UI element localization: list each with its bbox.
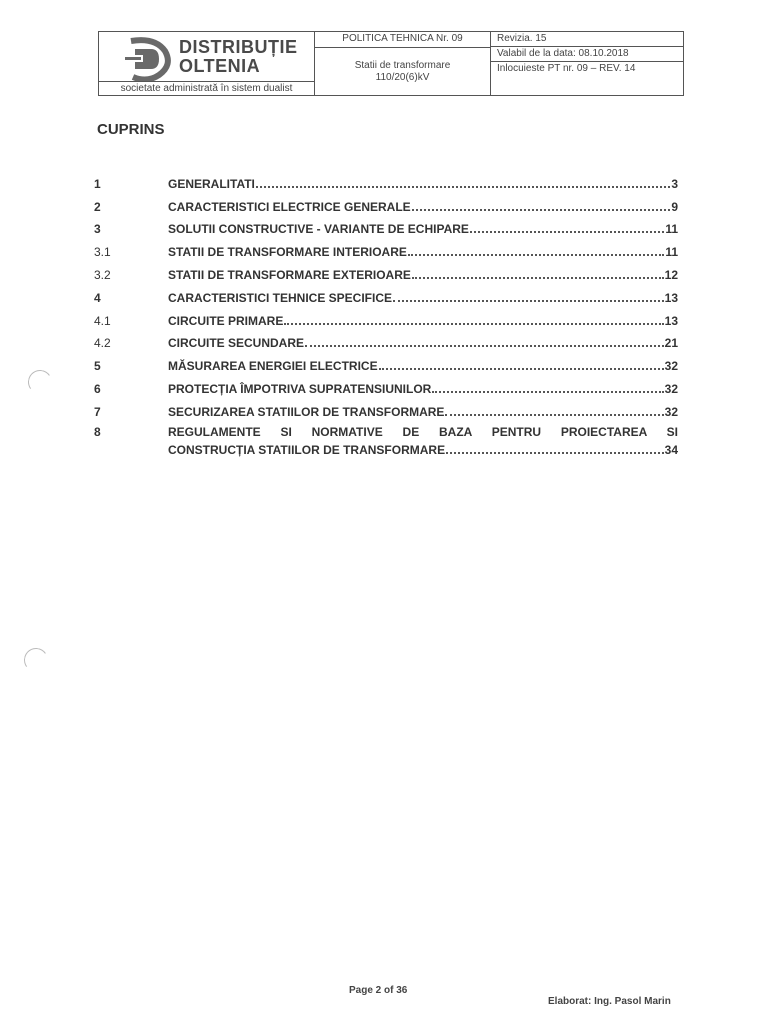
toc-entry-number: 2	[94, 200, 101, 214]
company-name-line2: OLTENIA	[179, 56, 261, 76]
toc-entry-text: CIRCUITE PRIMARE	[168, 314, 284, 328]
valid-from-date: Valabil de la data: 08.10.2018	[491, 47, 683, 62]
toc-leader-dots	[408, 254, 664, 256]
toc-entry[interactable]	[94, 353, 678, 373]
toc-leader-dots	[412, 277, 664, 279]
toc-leader-dots	[432, 391, 663, 393]
toc-entry[interactable]	[94, 239, 678, 259]
toc-entry-page: 11	[665, 245, 678, 259]
toc-entry-text-line2: CONSTRUCȚIA STATIILOR DE TRANSFORMARE	[168, 443, 446, 457]
toc-leader-dots	[379, 368, 664, 370]
toc-entry-page: 11	[665, 222, 678, 236]
company-logo-block	[99, 32, 315, 95]
toc-entry-page: 12	[664, 268, 678, 282]
company-name-line1: DISTRIBUȚIE	[179, 37, 298, 57]
toc-entry-text-line1: REGULAMENTE SI NORMATIVE DE BAZA PENTRU PROIECTAREA SI	[168, 425, 678, 439]
revision-number: Revizia. 15	[491, 32, 683, 47]
toc-entry-number: 4	[94, 291, 101, 305]
toc-entry-text: MĂSURAREA ENERGIEI ELECTRICE	[168, 359, 378, 373]
toc-entry-page: 13	[664, 291, 678, 305]
policy-block	[315, 32, 491, 95]
toc-entry-text: SECURIZAREA STATIILOR DE TRANSFORMARE	[168, 405, 445, 419]
toc-entry-text: STATII DE TRANSFORMARE INTERIOARE	[168, 245, 407, 259]
toc-entry[interactable]	[94, 194, 678, 214]
page-number: Page 2 of 36	[349, 985, 408, 996]
toc-leader-dots	[305, 345, 664, 347]
toc-entry[interactable]	[94, 330, 678, 350]
toc-entry-page: 9	[671, 200, 678, 214]
toc-entry-text: SOLUTII CONSTRUCTIVE - VARIANTE DE ECHIPARE	[168, 222, 469, 236]
toc-entry[interactable]	[94, 376, 678, 396]
author-note: Elaborat: Ing. Pasol Marin	[548, 996, 671, 1007]
toc-entry-page: 13	[664, 314, 678, 328]
policy-subject	[315, 48, 490, 95]
toc-entry[interactable]	[94, 425, 678, 457]
document-header	[98, 31, 684, 96]
toc-entry-text: CARACTERISTICI TEHNICE SPECIFICE	[168, 291, 393, 305]
policy-subject-line1: Statii de transformare	[354, 59, 451, 71]
company-subtitle: societate administrată în sistem dualist	[99, 81, 314, 94]
toc-title: CUPRINS	[97, 121, 165, 138]
toc-entry-number: 3.1	[94, 245, 111, 259]
toc-entry[interactable]	[94, 285, 678, 305]
toc-entry[interactable]	[94, 399, 678, 419]
toc-leader-dots	[256, 186, 670, 188]
toc-entry-page: 3	[671, 177, 678, 191]
toc-entry-page: 21	[664, 336, 678, 350]
toc-entry-number: 4.2	[94, 336, 111, 350]
policy-subject-line2: 110/20(6)kV	[375, 71, 430, 83]
toc-entry-number: 7	[94, 405, 101, 419]
toc-leader-dots	[446, 452, 664, 454]
toc-entry[interactable]	[94, 262, 678, 282]
toc-leader-dots	[412, 209, 671, 211]
toc-leader-dots	[470, 231, 664, 233]
toc-entry-number: 5	[94, 359, 101, 373]
toc-entry-page: 32	[664, 359, 678, 373]
toc-entry[interactable]	[94, 171, 678, 191]
toc-leader-dots	[445, 414, 663, 416]
toc-entry[interactable]	[94, 216, 678, 236]
toc-leader-dots	[284, 323, 663, 325]
toc-entry-page: 34	[664, 443, 678, 457]
toc-entry-number: 3	[94, 222, 101, 236]
toc-entry-number: 3.2	[94, 268, 111, 282]
toc-entry-text: STATII DE TRANSFORMARE EXTERIOARE	[168, 268, 411, 282]
replaces-note: Inlocuieste PT nr. 09 – REV. 14	[497, 63, 636, 74]
toc-entry[interactable]	[94, 308, 678, 328]
revision-block	[491, 32, 683, 95]
toc-entry-page: 32	[664, 382, 678, 396]
toc-entry-page: 32	[664, 405, 678, 419]
toc-entry-number: 8	[94, 425, 101, 439]
toc-entry-text: GENERALITATI	[168, 177, 255, 191]
distributie-oltenia-logo-icon	[121, 37, 171, 81]
toc-entry-number: 6	[94, 382, 101, 396]
toc-entry-text: CARACTERISTICI ELECTRICE GENERALE	[168, 200, 411, 214]
toc-entry-number: 1	[94, 177, 101, 191]
punch-hole-mark	[26, 368, 54, 396]
policy-title: POLITICA TEHNICA Nr. 09	[315, 32, 490, 48]
toc-entry-text: PROTECȚIA ÎMPOTRIVA SUPRATENSIUNILOR	[168, 382, 432, 396]
toc-entry-text: CIRCUITE SECUNDARE	[168, 336, 305, 350]
toc-leader-dots	[393, 300, 664, 302]
punch-hole-mark	[22, 646, 50, 674]
toc-entry-number: 4.1	[94, 314, 111, 328]
